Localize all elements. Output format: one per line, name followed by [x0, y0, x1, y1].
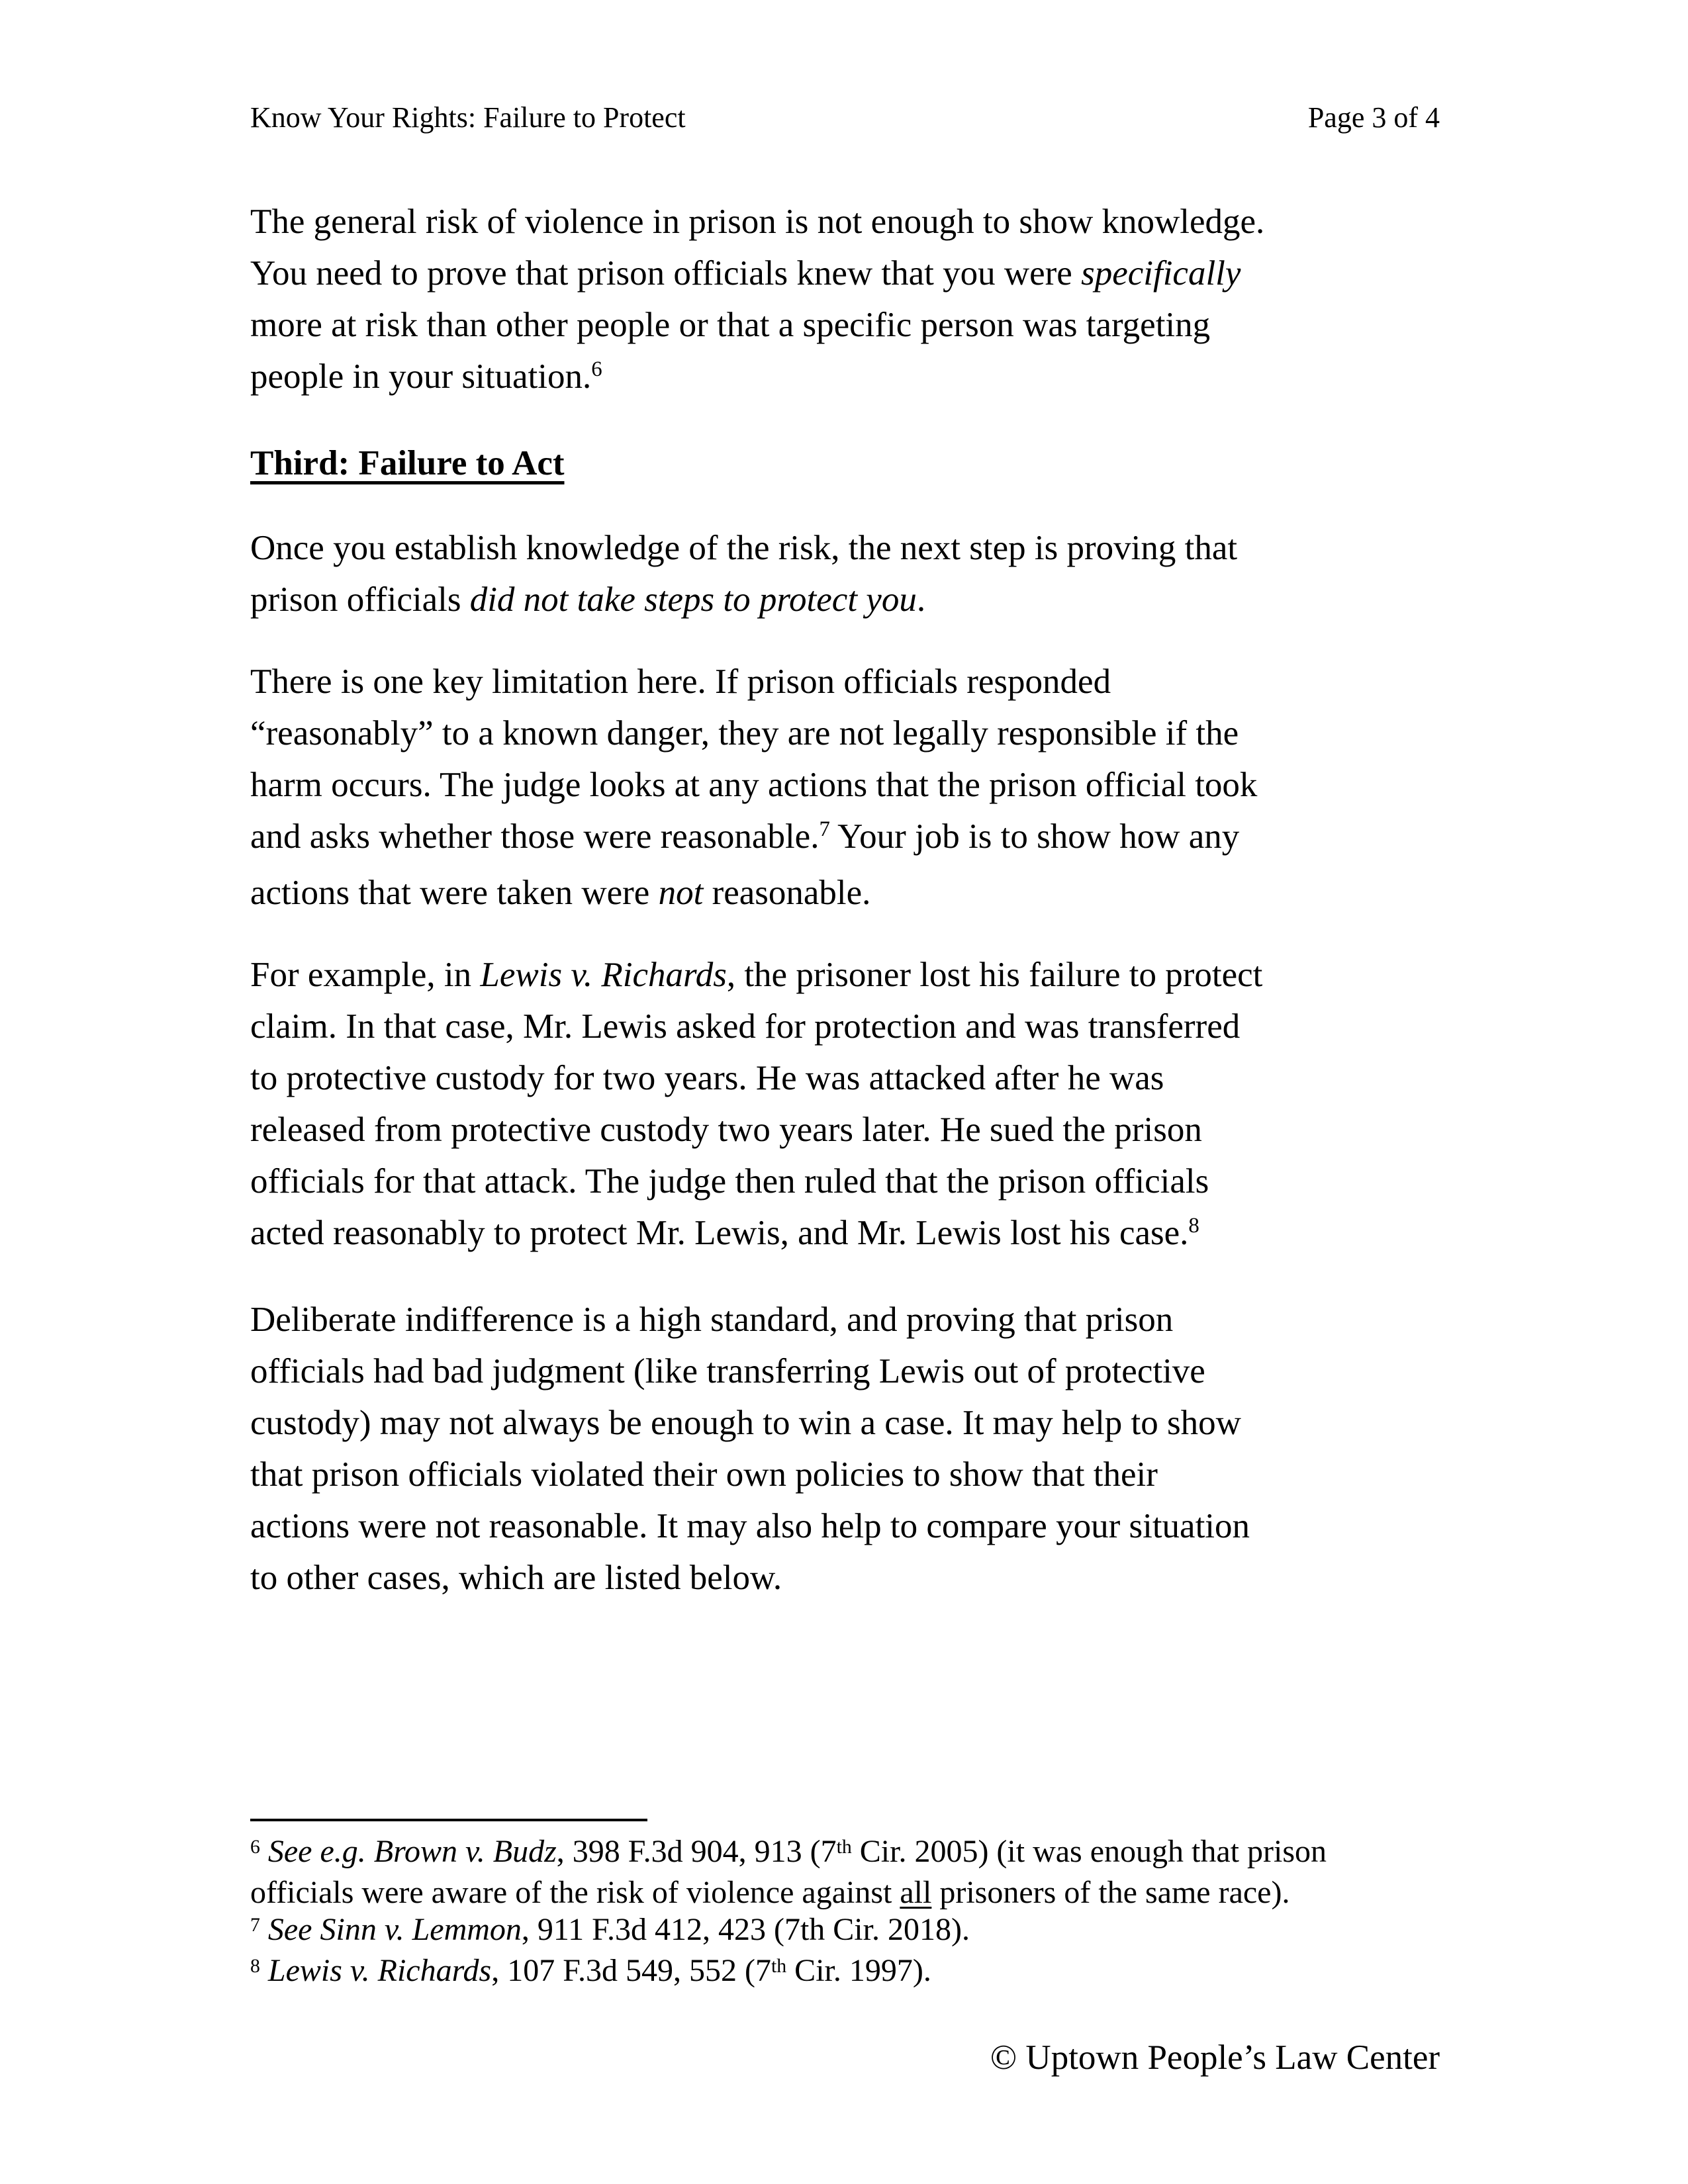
footnotes-section: [250, 1819, 1440, 1993]
text-run: Third: Failure to Act: [250, 444, 565, 482]
text-run: [260, 1834, 268, 1869]
text-line: [250, 1001, 1440, 1052]
text-run: Deliberate indifference is a high standard, and proving that prison: [250, 1300, 1174, 1339]
document-body: [250, 196, 1440, 1634]
text-line: [250, 1156, 1440, 1207]
text-line: [250, 811, 1440, 867]
paragraph-lewis-example: [250, 949, 1440, 1263]
footnote-separator: [250, 1819, 647, 1821]
heading-third-failure-to-act: [250, 437, 1440, 489]
text-run: “reasonably” to a known danger, they are not legally responsible if the: [250, 714, 1239, 752]
text-line: [250, 196, 1440, 248]
text-line: [250, 299, 1440, 351]
text-run: , 398 F.3d 904, 913 (7: [556, 1834, 837, 1869]
text-run: [260, 1912, 268, 1947]
text-run: Once you establish knowledge of the risk, the next step is proving that: [250, 529, 1238, 567]
text-line: [250, 437, 1440, 489]
text-line: [250, 248, 1440, 299]
text-run: more at risk than other people or that a specific person was targeting: [250, 306, 1211, 344]
text-run: Lewis v. Richards: [267, 1953, 492, 1988]
text-run: officials had bad judgment (like transferring Lewis out of protective: [250, 1352, 1205, 1390]
text-line: [250, 1294, 1440, 1345]
paragraph-once-you-establish: [250, 522, 1440, 625]
text-run: [260, 1953, 268, 1988]
text-run: not: [658, 874, 704, 912]
text-run: , 107 F.3d 549, 552 (7: [491, 1953, 772, 1988]
text-run: acted reasonably to protect Mr. Lewis, and Mr. Lewis lost his case.: [250, 1214, 1189, 1252]
text-line: [250, 1397, 1440, 1449]
text-run: reasonable.: [703, 874, 871, 912]
superscript-text: th: [836, 1835, 852, 1858]
superscript-text: 8: [250, 1954, 260, 1977]
text-run: .: [916, 580, 926, 619]
text-run: specifically: [1081, 254, 1241, 293]
text-run: There is one key limitation here. If prison officials responded: [250, 662, 1111, 701]
text-run: released from protective custody two years later. He sued the prison: [250, 1111, 1202, 1149]
text-run: did not take steps to protect you: [469, 580, 917, 619]
header-title: Know Your Rights: Failure to Protect: [250, 101, 686, 134]
footnote-line: [250, 1874, 1440, 1911]
footnote-line: [250, 1833, 1440, 1874]
footnote-line: [250, 1952, 1440, 1993]
text-run: prison officials: [250, 580, 470, 619]
text-line: [250, 1500, 1440, 1552]
superscript-text: 6: [250, 1835, 260, 1858]
text-run: all: [900, 1875, 932, 1910]
text-line: [250, 1104, 1440, 1156]
text-line: [250, 522, 1440, 574]
text-run: , 911 F.3d 412, 423 (7th Cir. 2018).: [521, 1912, 970, 1947]
text-run: Cir. 2005) (it was enough that prison: [851, 1834, 1327, 1869]
footnote-line: [250, 1911, 1440, 1952]
header-page-number: Page 3 of 4: [1307, 101, 1440, 134]
footnote-reference: 7: [819, 817, 830, 841]
text-run: , the prisoner lost his failure to protect: [726, 956, 1263, 994]
text-run: Your job is to show how any: [829, 817, 1240, 856]
text-line: [250, 949, 1440, 1001]
text-run: prisoners of the same race).: [931, 1875, 1290, 1910]
text-line: [250, 867, 1440, 919]
footnote-list: [250, 1833, 1440, 1993]
text-run: to other cases, which are listed below.: [250, 1559, 782, 1597]
superscript-text: 7: [250, 1913, 260, 1936]
text-line: [250, 656, 1440, 707]
text-run: custody) may not always be enough to win a case. It may help to show: [250, 1404, 1241, 1442]
text-run: Cir. 1997).: [786, 1953, 931, 1988]
text-run: that prison officials violated their own policies to show that their: [250, 1455, 1158, 1494]
footnote-reference: 6: [591, 357, 602, 381]
text-run: claim. In that case, Mr. Lewis asked for protection and was transferred: [250, 1007, 1241, 1046]
text-run: You need to prove that prison officials knew that you were: [250, 254, 1082, 293]
page-header: [250, 101, 1440, 135]
text-line: [250, 1345, 1440, 1397]
paragraph-deliberate-indifference: [250, 1294, 1440, 1604]
text-line: [250, 707, 1440, 759]
text-line: [250, 1207, 1440, 1263]
text-run: officials were aware of the risk of violence against: [250, 1875, 900, 1910]
footnote-reference: 8: [1188, 1213, 1199, 1238]
text-run: Lewis v. Richards: [480, 956, 727, 994]
text-run: actions that were taken were: [250, 874, 659, 912]
text-line: [250, 1552, 1440, 1604]
text-run: and asks whether those were reasonable.: [250, 817, 820, 856]
text-run: For example, in: [250, 956, 481, 994]
text-run: harm occurs. The judge looks at any actions that the prison official took: [250, 766, 1258, 804]
text-run: actions were not reasonable. It may also help to compare your situation: [250, 1507, 1250, 1545]
text-line: [250, 759, 1440, 811]
text-run: See e.g. Brown v. Budz: [267, 1834, 557, 1869]
text-run: people in your situation.: [250, 357, 592, 396]
superscript-text: th: [771, 1954, 787, 1977]
text-line: [250, 1052, 1440, 1104]
paragraph-key-limitation: [250, 656, 1440, 919]
text-run: to protective custody for two years. He was attacked after he was: [250, 1059, 1164, 1097]
text-run: The general risk of violence in prison is not enough to show knowledge.: [250, 203, 1265, 241]
text-line: [250, 351, 1440, 407]
text-line: [250, 1449, 1440, 1500]
copyright-text: © Uptown People’s Law Center: [990, 2038, 1440, 2077]
page-footer: [250, 2037, 1440, 2078]
text-run: See Sinn v. Lemmon: [267, 1912, 522, 1947]
text-run: officials for that attack. The judge then ruled that the prison officials: [250, 1162, 1209, 1201]
paragraph-general-risk: [250, 196, 1440, 407]
text-line: [250, 574, 1440, 625]
